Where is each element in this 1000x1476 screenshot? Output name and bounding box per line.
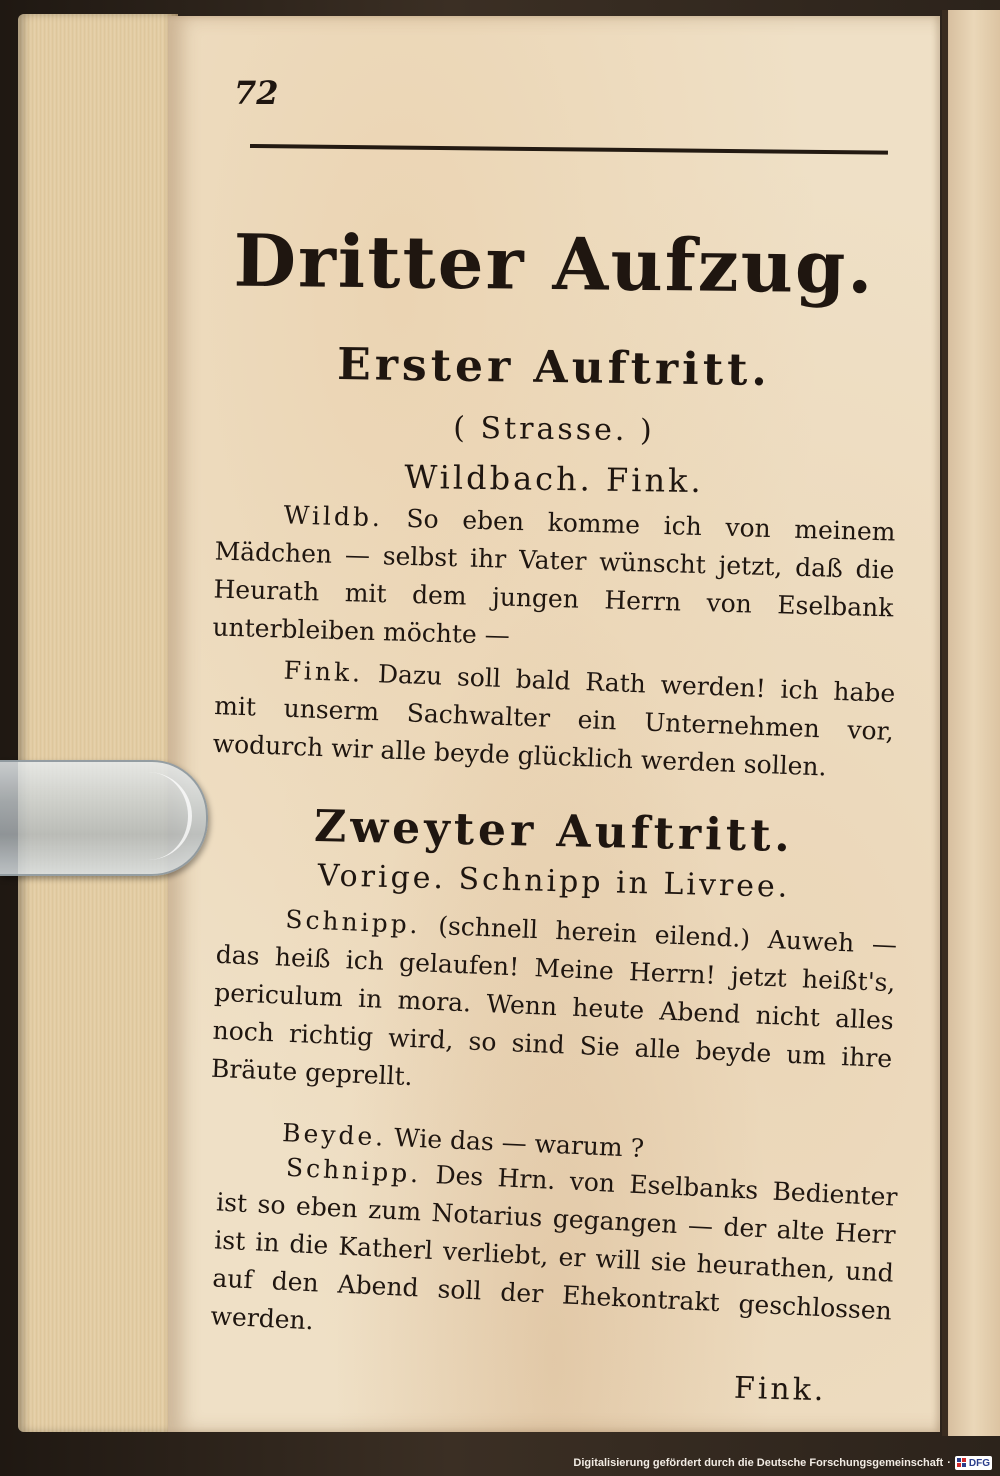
scene-1-setting: ( Strasse. ) — [453, 410, 655, 449]
book-page-edges — [18, 14, 178, 1432]
dfg-mark-icon — [957, 1458, 967, 1468]
paragraph-schnipp-1 — [210, 898, 897, 1116]
paragraph-wildbach — [212, 495, 896, 666]
book-page — [168, 16, 940, 1432]
paragraph-fink — [212, 649, 896, 789]
dialogue-text: Wie das — warum ? — [393, 1123, 645, 1163]
speaker-label: Beyde. — [281, 1118, 387, 1152]
dialogue-text: Des Hrn. von Eselbanks Bedienter ist so eben zum Notarius gegangen — der alte Herr ist in die Katherl verliebt, er will sie heurathen, und auf den Abend soll der Ehekontrakt geschlossen werden. — [210, 1160, 899, 1336]
act-title: Dritter Aufzug. — [233, 217, 875, 310]
page-number: 72 — [234, 74, 279, 112]
credit-text: Digitalisierung gefördert durch die Deutsche Forschungsgemeinschaft — [573, 1457, 944, 1469]
scene-2-characters: Vorige. Schnipp in Livree. — [317, 858, 791, 905]
dialogue-text: Dazu soll bald Rath werden! ich habe mit unserm Sachwalter ein Unternehmen vor, wodurch wir alle beyde glücklich werden sollen. — [212, 659, 896, 782]
facing-page-edge — [942, 10, 1000, 1436]
dfg-logo-text: DFG — [968, 1457, 990, 1469]
scene-1-title: Erster Auftritt. — [336, 338, 772, 397]
scene-2-title: Zweyter Auftritt. — [313, 800, 795, 863]
page-holder-clip — [0, 760, 208, 876]
page-content — [168, 16, 940, 1432]
header-rule — [250, 144, 888, 155]
digitization-credit: Digitalisierung gefördert durch die Deutsche Forschungsgemeinschaft · DFG — [573, 1457, 990, 1469]
speaker-label: Fink. — [283, 655, 364, 688]
paragraph-schnipp-2 — [210, 1146, 898, 1369]
scene-1-characters: Wildbach. Fink. — [404, 457, 704, 501]
dialogue-text: (schnell herein eilend.) Auweh — das heiß ich gelaufen! Meine Herrn! jetzt heißt's, periculum in mora. Wenn heute Abend nicht alles noch richtig wird, so sind Sie alle beyde um ihre Bräute geprellt. — [210, 911, 898, 1092]
dialogue-text: So eben komme ich von meinem Mädchen — selbst ihr Vater wünscht jetzt, daß die Heurath mit dem jungen Herrn von Eselbank unterbleiben möchte — — [212, 503, 896, 650]
speaker-label: Schnipp. — [285, 1152, 422, 1189]
speaker-label: Wildb. — [283, 500, 384, 533]
catchword: Fink. — [733, 1370, 827, 1409]
dfg-logo-icon — [955, 1456, 992, 1470]
speaker-label: Schnipp. — [284, 904, 422, 940]
